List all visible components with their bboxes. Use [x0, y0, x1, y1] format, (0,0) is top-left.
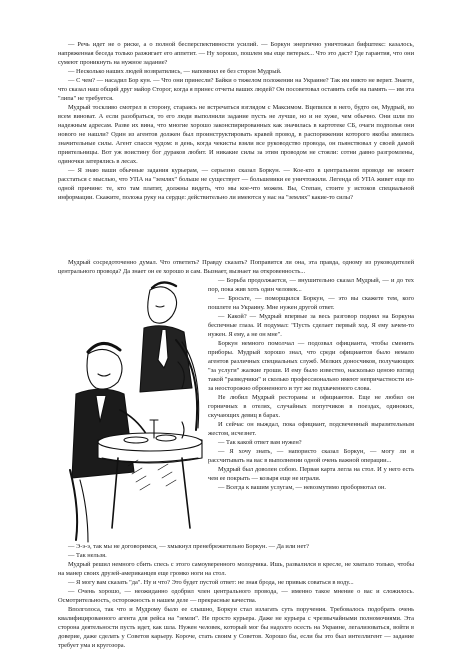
text-block-right	[208, 276, 414, 492]
paragraph: — Борьба продолжается, — внушительно сказал Мудрый, — и до тех пор, пока жив хоть один человек...	[208, 277, 414, 293]
paragraph: — Какой? — Мудрый впервые за весь разговор поднял на Боркуна беспечные глаза. И подумал: "Пусть сделает первый ход. Я ему зачем-то нужен. Я ему, а не он мне".	[208, 313, 414, 338]
paragraph: — Так какой ответ вам нужен?	[218, 439, 302, 446]
paragraph: Мудрый тоскливо смотрел в сторону, стараясь не встречаться взглядом с Максимом. Вцепился в него, будто он, Мудрый, во всем виноват. А если разобраться, то его люди выполнили задание пусть не лучше, но и не хуже, чем обычно. Они шли по надежным адресам. Разве их вина, что многие хорошо законспирированных как значилась в картотеке СБ, очаги подполья они нового не нашли? Один из агентов должен был проинструктировать кравей провод, в распоряжении которого якобы имелись значительные силы. Агент спасся чудом: в день, когда чекисты взяли все руководство провода, он пьянствовал у своей дамой приятельницы. Вот уж воистину бог дураков любит. И никакие силы за этим проводом не стояли: сотни давно разгромлены, одиночки затерялись в лесах.	[58, 104, 414, 165]
paragraph: Не любил Мудрый рестораны и официантов. Еще не любил он горничных в отелях, случайных попутчиков в поездах, одиноких, скучающих девиц в барах.	[208, 394, 414, 419]
paragraph: Мудрый решил немного сбить спесь с этого самоуверенного молодчика. Ишь, развалился в кресле, не хватало только, чтобы на манер своих друзей-американцев еще громко ноги на стол.	[58, 561, 414, 577]
paragraph: Мудрый сосредоточенно думал. Что ответить? Правду сказать? Поправится ли она, эта правда, одному из руководителей центрального провода? Да знает он ее хорошо и сам. Вызнает, вызнает на откровенность...	[58, 259, 414, 275]
paragraph: — Я знаю ваши обычные задания курьерам, — серьезно сказал Боркун. — Кое-кто в центральном проводе не может расстаться с мыслью, что УПА на "землях" больше не существует — большевики ее уничтожили. Легенда об УПА живет еще по одной причине: те, кто там платит, должны видеть, что мы кое-что можем. Вы, Степан, стоите у истоков специальной информации. Скажите, положа руку на сердце: действительно ли имеются у нас на "землях" какие-то силы?	[58, 167, 414, 201]
paragraph: — С чем? — насадил Бор кун. — Что они принесли? Байки о тяжелом положении на Украине? Так им никто не верит. Знаете, что сказал наш общий друг майор Сторог, когда я принес отчеты ваших людей? Он посоветовал оставить себе на память — им эта "липа" не требуется.	[58, 77, 414, 102]
paragraph: — Речь идет не о риске, а о полной бесперспективности усилий. — Боркун энергично уничтожал бифштекс: казалось, напряженная беседа только разжигает его аппетит. — Ну хорошо, пошлем мы еще пятерых... Что это даст? Где гарантия, что они сумеют проникнуть на нужное задание?	[58, 41, 414, 66]
paragraph: — Несколько наших людей возвратились, — напомнил ее без сторон Мудрый.	[68, 68, 282, 75]
paragraph: Мудрый был доволен собою. Первая карта легла на стол. И у него есть чем ее покрыть — козыря еще не играли.	[208, 466, 414, 482]
paragraph: Боркун немного помолчал — подозвал официанта, чтобы сменить приборы. Мудрый хорошо знал, что среди официантов было немало агентов различных специальных служб. Мелких доносчиков, получающих "за услуги" жалкие гроши. И ему было известно, насколько ценою взгляд такой "разведчики" и сколько профессионально имеют непричастности из-за неосторожно оброненного и тут же подхваченного слова.	[208, 340, 414, 392]
text-block-bottom	[58, 542, 414, 650]
paragraph: — Всегда к вашим услугам, — невозмутимо пробормотал он.	[218, 484, 386, 491]
paragraph: — Так нельзя.	[68, 552, 107, 559]
paragraph: Вполголоса, так что и Мудрому было ее слышно, Боркун стал излагать суть поручения. Требовалось подобрать очень квалифицированного агента для рейса на "земли". Не просто курьера. Даже не курьера с чрезвычайными полномочиями. Эта сторона деятельности пусть идет, как шла. Нужен человек, который мог бы надолго осесть на Украине, легализоваться, войти в доверие, даже сделать у Советов карьеру. Короче, стать своим у Советов. Хорошо бы, если бы это был интеллигент — задание требует ума и кругозора.	[58, 606, 414, 649]
paragraph: — Я могу вам сказать "да". Ну и что? Это будет пустой ответ: не зная брода, не привык соваться в воду...	[68, 579, 354, 586]
paragraph: — Очень хорошо, — неожиданно одобрил член центрального провода, — именно такое мнение о вас и сложилось. Осмотрительность, осторожность в нашем деле — прекрасные качества.	[58, 588, 414, 604]
text-block-top	[58, 40, 414, 202]
two-men-at-restaurant-table-illustration	[58, 270, 208, 546]
paragraph: — Э-э-э, так мы не договоримся, — хмыкнул пренебрежительно Боркун. — Да или нет?	[68, 543, 309, 550]
paragraph: — Бросьте, — поморщился Боркун, — это вы скажете тем, кого пошлете на Украину. Мне нужен другой ответ.	[208, 295, 414, 311]
paragraph: И сейчас он выждал, пока официант, подсвеченный выразительным жестом, исчезнет.	[208, 421, 414, 437]
paragraph: — Я хочу знать, — напористо сказал Боркун, — могу ли я рассчитывать на вас в выполнении одной очень важной операции...	[208, 448, 414, 464]
